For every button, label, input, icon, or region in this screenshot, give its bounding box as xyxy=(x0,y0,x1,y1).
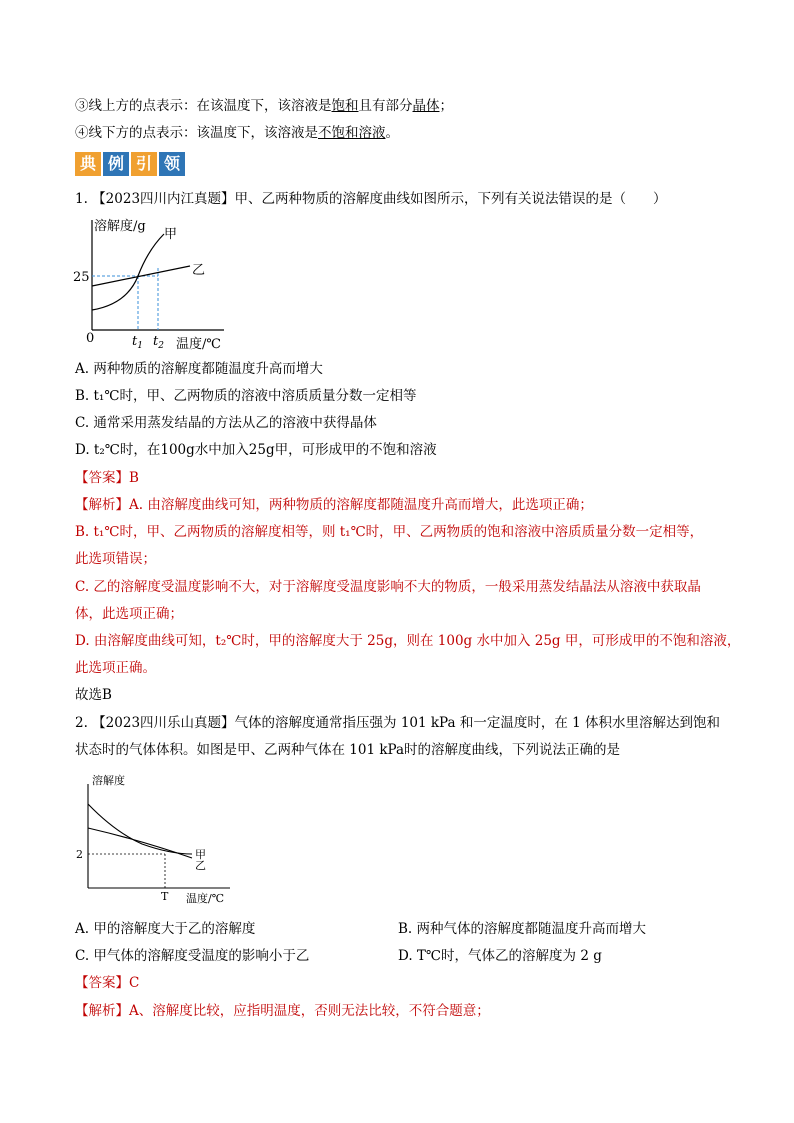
q2-analysis: 【解析】A、溶解度比较，应指明温度，否则无法比较，不符合题意； xyxy=(75,1003,490,1019)
q1-option-c: C. 通常采用蒸发结晶的方法从乙的溶液中获得晶体 xyxy=(75,415,377,431)
badge-char-1: 典 xyxy=(75,152,101,176)
intro-line-3-end: ； xyxy=(439,98,453,114)
q1-analysis-7: 此选项正确。 xyxy=(75,660,156,676)
section-badge xyxy=(75,152,185,176)
badge-char-4: 领 xyxy=(159,152,185,176)
q2-label-yi: 乙 xyxy=(195,859,206,872)
q1-option-d: D. t₂℃时，在100g水中加入25g甲，可形成甲的不饱和溶液 xyxy=(75,442,437,458)
q1-analysis-6: D. 由溶解度曲线可知，t₂℃时，甲的溶解度大于 25g，则在 100g 水中加入 25g 甲，可形成甲的不饱和溶液， xyxy=(75,633,741,649)
q1-analysis-3: 此选项错误； xyxy=(75,551,156,567)
intro-line-4-end: 。 xyxy=(385,125,399,141)
q1-xtick-t2: $t_2$ xyxy=(153,334,164,351)
q1-analysis-5: 体，此选项正确； xyxy=(75,606,183,622)
q1-solubility-chart xyxy=(72,212,252,357)
q1-ytick-25: 25 xyxy=(73,270,90,285)
intro-line-3-underline-1: 饱和 xyxy=(331,98,359,114)
q2-answer: 【答案】C xyxy=(75,975,140,991)
intro-line-3-text: ③线上方的点表示：在该温度下，该溶液是 xyxy=(75,98,332,114)
q2-curve-jia xyxy=(88,804,192,854)
badge-char-2: 例 xyxy=(103,152,129,176)
q2-solubility-chart xyxy=(70,770,240,910)
intro-line-4 xyxy=(75,124,399,142)
q2-ytick-2: 2 xyxy=(76,848,83,861)
q2-option-a: A. 甲的溶解度大于乙的溶解度 xyxy=(75,921,256,937)
q1-ylabel: 溶解度/g xyxy=(94,219,146,234)
q1-answer: 【答案】B xyxy=(75,470,139,486)
intro-line-3-mid: 且有部分 xyxy=(358,98,413,114)
q1-option-b: B. t₁℃时，甲、乙两物质的溶液中溶质质量分数一定相等 xyxy=(75,388,417,404)
q1-xlabel: 温度/℃ xyxy=(176,337,221,352)
intro-line-4-underline: 不饱和溶液 xyxy=(318,125,386,141)
q2-option-b: B. 两种气体的溶解度都随温度升高而增大 xyxy=(398,921,647,937)
q1-origin: 0 xyxy=(86,331,95,346)
q1-analysis-1: 【解析】A. 由溶解度曲线可知，两种物质的溶解度都随温度升高而增大，此选项正确； xyxy=(75,497,593,513)
q1-stem: 1. 【2023四川内江真题】甲、乙两种物质的溶解度曲线如图所示，下列有关说法错误的是（ ） xyxy=(75,191,667,207)
badge-char-3: 引 xyxy=(131,152,157,176)
q1-xtick-t1: $t_1$ xyxy=(132,334,143,351)
q1-label-jia: 甲 xyxy=(164,227,178,242)
q2-option-c: C. 甲气体的溶解度受温度的影响小于乙 xyxy=(75,948,310,964)
q1-analysis-2: B. t₁℃时，甲、乙两物质的溶解度相等，则 t₁℃时，甲、乙两物质的饱和溶液中溶质质量分数一定相等， xyxy=(75,524,704,540)
q2-xlabel: 温度/℃ xyxy=(186,892,225,905)
q2-ylabel: 溶解度 xyxy=(92,774,125,787)
q2-label-jia: 甲 xyxy=(195,848,206,861)
intro-line-3-underline-2: 晶体 xyxy=(412,98,440,114)
q2-xtick-T: T xyxy=(161,890,169,903)
q2-stem-1: 2. 【2023四川乐山真题】气体的溶解度通常指压强为 101 kPa 和一定温度时，在 1 体积水里溶解达到饱和 xyxy=(75,715,721,731)
q2-stem-2: 状态时的气体体积。如图是甲、乙两种气体在 101 kPa时的溶解度曲线，下列说法正确的是 xyxy=(75,742,621,758)
q1-label-yi: 乙 xyxy=(192,263,206,278)
q1-option-a: A. 两种物质的溶解度都随温度升高而增大 xyxy=(75,361,323,377)
intro-line-3 xyxy=(75,97,453,115)
q2-option-d: D. T℃时，气体乙的溶解度为 2 g xyxy=(398,948,602,964)
q1-conclusion: 故选B xyxy=(75,687,112,703)
q1-analysis-4: C. 乙的溶解度受温度影响不大，对于溶解度受温度影响不大的物质，一般采用蒸发结晶法从溶液中获取晶 xyxy=(75,579,701,595)
intro-line-4-text: ④线下方的点表示：该温度下，该溶液是 xyxy=(75,125,318,141)
q1-curve-jia xyxy=(92,234,164,310)
